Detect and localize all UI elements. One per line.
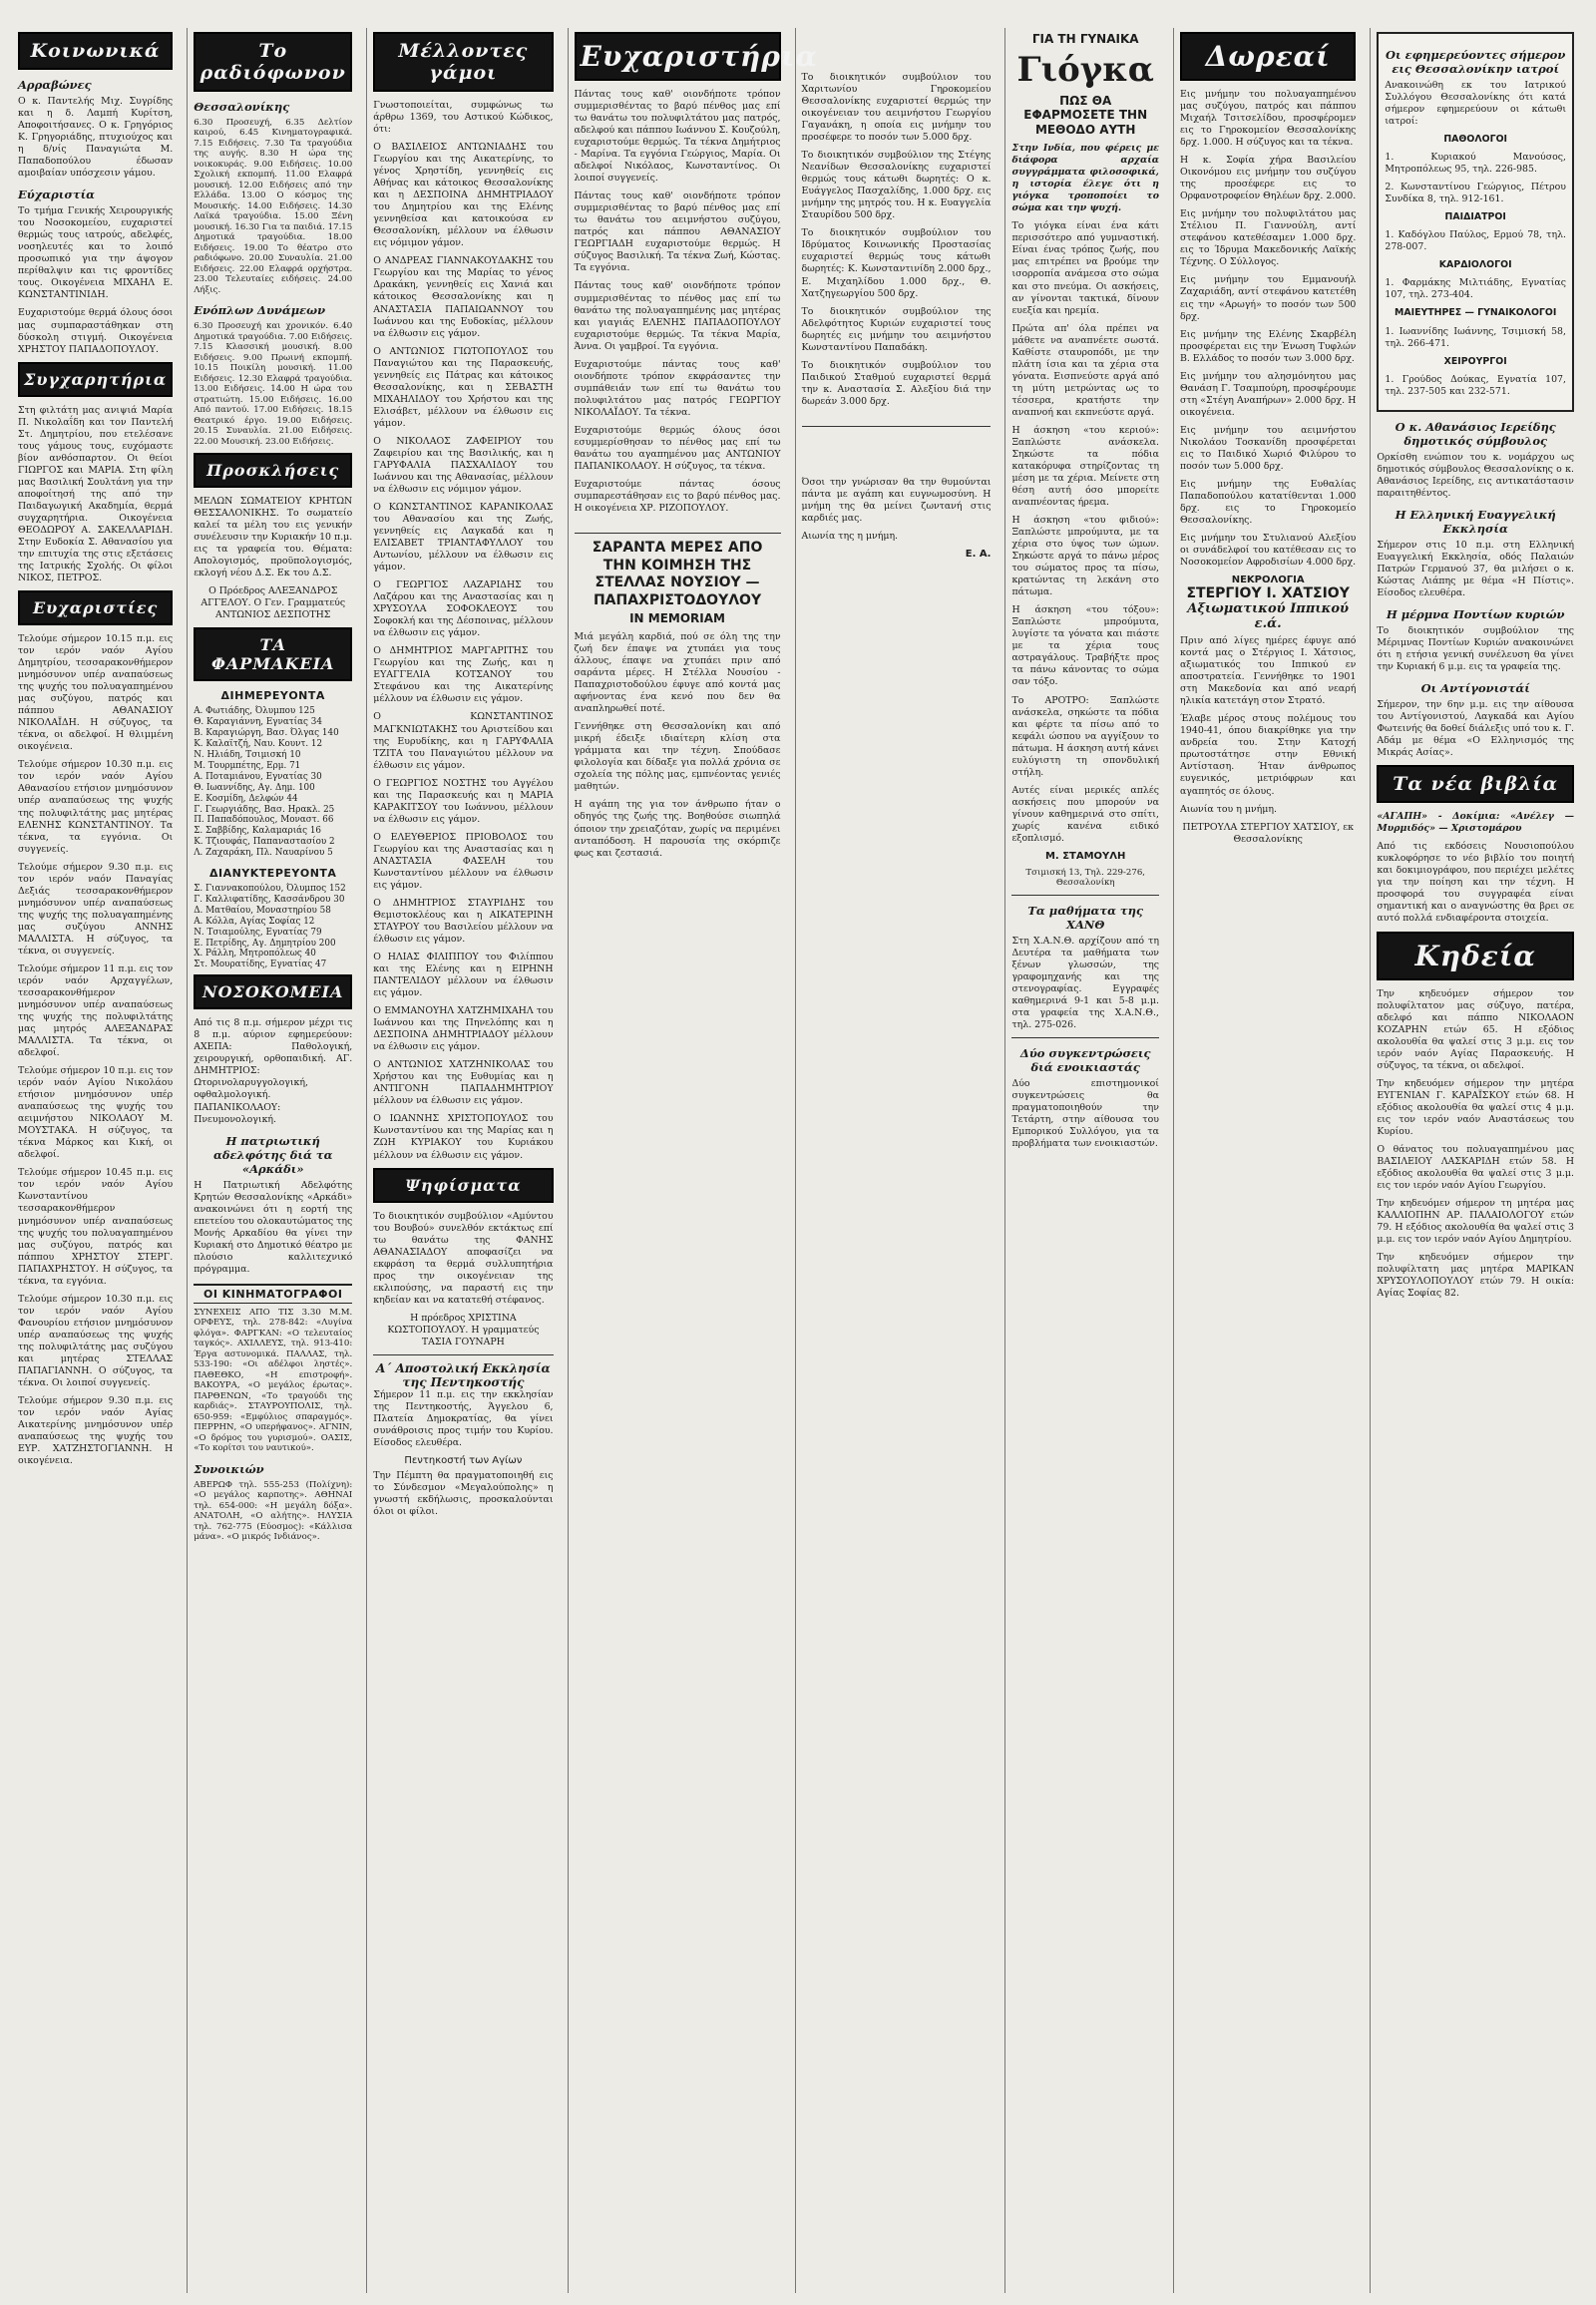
gift-text: Εις μνήμην της Ελένης Σκαρβέλη προσφέρεται εις την Ένωση Τυφλών Β. Ελλάδος το ποσόν των 3.000 δρχ. [1179,328,1357,364]
wedding-notice: Ο ΓΕΩΡΓΙΟΣ ΛΑΖΑΡΙΔΗΣ του Λαζάρου και της Αναστασίας και η ΧΡΥΣΟΥΛΑ ΣΟΦΟΚΛΕΟΥΣ του Σοφοκλή και της Δέσποινας, μέλλουν να έλθωσιν εις γάμον. [373,579,554,639]
wedding-notice: Ο ΔΗΜΗΤΡΙΟΣ ΜΑΡΓΑΡΙΤΗΣ του Γεωργίου και της Ζωής, και η ΕΥΑΓΓΕΛΙΑ ΚΟΤΣΑΝΟΥ του Στεφάνου και της Αικατερίνης μέλλουν να έλθωσιν εις γάμον. [373,645,554,705]
obituary-text: Αιωνία του η μνήμη. [1179,803,1277,815]
pharmacy-entry: Γ. Καλλιφατίδης, Κασσάνδρου 30 [194,894,345,905]
wedding-list [373,142,553,1161]
thanks-text: Ευχαριστούμε πάντας όσους συμπαρεστάθησαν εις το βαρύ πένθος μας. Η οικογένεια ΧΡ. ΡΙΖΟΠΟΥΛΟΥ. [574,478,781,514]
pharmacy-day-title: ΔΙΗΜΕΡΕΥΟΝΤΑ [220,689,325,703]
duty-doctor-entry: ΠΑΙΔΙΑΤΡΟΙ [1444,211,1506,223]
thanks-text: Ευχαριστούμε πάντας τους καθ' οιονδήποτε τρόπον εκφράσαντες την συμπάθειάν των επί τω θανάτω του πολυφιλτάτου μας πατρός ΓΕΩΡΓΙΟΥ ΝΙΚΟΛΑΪΔΟΥ. Τα τέκνα. [574,358,781,418]
gift-text: Εις μνήμην του αειμνήστου Νικολάου Τοσκανίδη προσφέρεται εις το Παιδικό Χωριό Φιλύρου το ποσόν των 5.000 δρχ. [1179,424,1357,472]
section-text: Ορκίσθη ενώπιον του κ. νομάρχου ως δημοτικός σύμβουλος Θεσσαλονίκης ο κ. Αθανάσιος Ιερείδης, εις αντικατάστασιν παραιτηθέντος. [1377,451,1574,499]
yoga-text: Πρώτα απ' όλα πρέπει να μάθετε να αναπνέετε σωστά. Καθίστε σταυροπόδι, με την πλάτη ίσια και τα χέρια στα γόνατα. Εισπνεύστε αργά από τη μύτη μετρώντας ως το τέσσερα, κρατήστε την αναπνοή και εκπνεύστε αργά. [1011,322,1159,418]
cinemas-text: ΑΒΕΡΩΦ τηλ. 555-253 (Πολίχνη): «Ο μεγάλος καρποτης». ΑΘΗΝΑΙ τηλ. 654-000: «Η μεγάλη δόξα». ΑΝΑΤΟΛΗ, «Ο αλήτης». ΗΛΥΣΙΑ τηλ. 762-775 (Εύοσμος): «Κάλλισα μάνα». «Ο μικρός Ινδιάνος». [194,1479,353,1543]
section-title: Η μέρμνα Ποντίων κυριών [1386,606,1565,621]
book-text: Από τις εκδόσεις Νουσιοπούλου κυκλοφόρησε το νέο βιβλίο του ποιητή και δοκιμιογράφου, που περιέχει μελέτες για την ποίηση και την τέχνη. Η προσφορά του συγγραφέα είναι σημαντική και ο αναγνώστης θα βρει σε αυτό πολλά ενδιαφέροντα στοιχεία. [1377,841,1574,925]
section-title: Τα μαθήματα της ΧΑΝΘ [1027,903,1144,932]
pharmacy-entry: Κ. Καλαϊτζή, Ναυ. Κουντ. 12 [194,739,323,750]
section-title: Αρραβώνες [18,78,92,92]
duty-doctor-entry: 1. Γρούδος Δούκας, Εγνατία 107, τηλ. 237-505 και 232-571. [1385,373,1566,397]
funeral-text: Ο θάνατος του πολυαγαπημένου μας ΒΑΣΙΛΕΙΟΥ ΛΑΣΚΑΡΙΔΗ ετών 58. Η εξόδιος ακολουθία θα ψαλεί στις 3 μ.μ. εις τον ιερόν ναόν Αγίου Γεωργίου. [1377,1143,1574,1191]
pharmacy-entry: Σ. Σαββίδης, Καλαμαριάς 16 [194,826,322,837]
pharmacy-entry: Γ. Γεωργιάδης, Βασ. Ηρακλ. 25 [194,804,335,815]
church-subtitle: Πεντηκοστή των Αγίων [404,1455,523,1467]
funeral-text: Την κηδευόμεν σήμερον την μητέρα ΕΥΓΕΝΙΑΝ Γ. ΚΑΡΑΪΣΚΟΥ ετών 68. Η εξόδιος ακολουθία θα ψαλεί στις 4 μ.μ. εις τον ιερόν ναόν Αναστάσεως του Κυρίου. [1377,1077,1574,1137]
gift-text: Εις μνήμην του Στυλιανού Αλεξίου οι συνάδελφοί του κατέθεσαν εις το Νοσοκομείον Αφροδισίων 4.000 δρχ. [1179,533,1357,569]
wedding-notice: Ο ΙΩΑΝΝΗΣ ΧΡΙΣΤΟΠΟΥΛΟΣ του Κωνσταντίνου και της Μαρίας και η ΖΩΗ ΚΥΡΙΑΚΟΥ του Κυριάκου μέλλουν να έλθωσιν εις γάμον. [373,1113,554,1161]
thanks-text: Ευχαριστούμε θερμώς όλους όσοι εσυμμερίσθησαν το πένθος μας επί τω θανάτω του αγαπημένου μας ΑΝΤΩΝΙΟΥ ΠΑΠΑΝΙΚΟΛΑΟΥ. Η σύζυγος, τα τέκνα. [574,424,781,472]
wedding-notice: Ο ΑΝΤΩΝΙΟΣ ΓΙΩΤΟΠΟΥΛΟΣ του Παναγιώτου και της Παρασκευής, γεννηθείς εις Πάτρας και κάτοικος Θεσσαλονίκης, και η ΣΕΒΑΣΤΗ ΜΙΧΑΗΛΙΔΟΥ του Χρήστου και της Ελισάβετ, μέλλουν να έλθωσιν εις γάμον. [373,345,554,429]
duty-doctor-entry: 1. Κυριακού Μανούσος, Μητροπόλεως 95, τηλ. 226-985. [1385,152,1566,176]
banner-memorials: Ευχαριστίες [18,590,173,625]
section-text: Το διοικητικόν συμβούλιον της Μέριμνας Ποντίων Κυριών ανακοινώνει ότι η ετήσια γενική συνέλευση θα γίνει την Κυριακή 6 μ.μ. εις τα γραφεία της. [1377,624,1574,673]
section-title: Εύχαριστία [18,188,96,202]
gift-text: Εις μνήμην του αλησμόνητου μας Θανάση Γ. Τσαμπούρη, προσφέρουμε στη «Στέγη Αναπήρων» 2.000 δρχ. Η οικογένεια. [1179,370,1357,418]
obituary-kicker: ΝΕΚΡΟΛΟΓΙΑ [1231,575,1305,586]
invitation-text: ΜΕΛΩΝ ΣΩΜΑΤΕΙΟΥ ΚΡΗΤΩΝ ΘΕΣΣΑΛΟΝΙΚΗΣ. Το σωματείο καλεί τα μέλη του εις γενικήν συνέλευσιν την Κυριακήν 10 π.μ. εις τα γραφεία του. Θέματα: Απολογισμός, προϋπολογισμός, εκλογή νέου Δ.Σ. Εκ του Δ.Σ. [194,496,353,579]
memorial-text: Τελούμε σήμερον 10.30 π.μ. εις τον ιερόν ναόν Αγίου Φανουρίου ετήσιον μνημόσυνον υπέρ αναπαύσεως της ψυχής της πολυφιλτάτης μας συζύγου και μητέρας ΣΤΕΛΛΑΣ ΠΑΠΑΓΙΑΝΝΗ. Ο σύζυγος, τα τέκνα. Οι λοιποί συγγενείς. [18,1293,174,1388]
memorial-text: Τελούμε σήμερον 10.45 π.μ. εις τον ιερόν ναόν Αγίου Κωνσταντίνου τεσσαρακονθήμερον μνημόσυνον υπέρ αναπαύσεως της ψυχής του πολυαγαπημένου μας συζύγου, πατρός και πάππου ΧΡΗΣΤΟΥ ΣΤΕΡΓ. ΠΑΠΑΧΡΗΣΤΟΥ. Η σύζυγος, τα τέκνα, τα εγγόνια. [18,1167,174,1287]
divider [1011,895,1159,896]
wedding-notice: Ο ΝΙΚΟΛΑΟΣ ΖΑΦΕΙΡΙΟΥ του Ζαφειρίου και της Βασιλικής, και η ΓΑΡΥΦΑΛΙΑ ΠΑΣΧΑΛΙΔΟΥ του Ιωάννου και της Αθανασίας, μέλλουν να έλθωσιν εις νόμιμον γάμον. [373,435,554,495]
columns [12,28,1580,2293]
memoriam-title: ΣΑΡΑΝΤΑ ΜΕΡΕΣ ΑΠΟ ΤΗΝ ΚΟΙΜΗΣΗ ΤΗΣ ΣΤΕΛΛΑΣ ΝΟΥΣΙΟΥ — ΠΑΠΑΧΡΙΣΤΟΔΟΥΛΟΥ [592,540,763,608]
radio-station-title: Ενόπλων Δυνάμεων [194,303,326,318]
banner-gifts: Δωρεαί [1180,32,1356,81]
thanks-text: Πάντας τους καθ' οιονδήποτε τρόπον συμμερισθέντας το βαρύ πένθος μας επί τω θανάτω του πολυφιλτάτου μας πατρός, αδελφού και πάππου Ιωάννου Σ. Κουζούλη, ευχαριστούμε θερμώς. Τα τέκνα Δημήτριος - Μαρίνα. Τα εγγόνια Γεώργιος, Μαρία. Οι αδελφοί Νικόλαος, Κωνσταντίνος. Οι λοιποί συγγενείς. [574,89,781,185]
resolution-text: Το διοικητικόν συμβούλιον «Αμύντου του Βουβού» συνελθόν εκτάκτως επί τω θανάτω της ΦΑΝΗΣ ΑΘΑΝΑΣΙΑΔΟΥ αποφασίζει να εκφράση τα θερμά συλλυπητήρια προς την οικογένειαν της εκλιπούσης, να παραστή εις την κηδείαν και να κατατεθή στέφανος. [373,1210,554,1306]
divider [575,533,781,534]
divider [1011,1037,1159,1038]
memorial-text: Τελούμε σήμερον 9.30 π.μ. εις τον ιερόν ναόν Παναγίας Δεξιάς τεσσαρακονθήμερον μνημόσυνον υπέρ αναπαύσεως της ψυχής της πολυαγαπημένης μας συζύγου ΑΝΝΗΣ ΜΑΛΛΙΣΤΑ. Η σύζυγος, τα τέκνα, οι συγγενείς. [18,861,174,957]
pharmacy-entry: Β. Καραγιώργη, Βασ. Όλγας 140 [194,728,339,739]
wedding-notice: Ο ΕΛΕΥΘΕΡΙΟΣ ΠΡΙΟΒΟΛΟΣ του Γεωργίου και της Αναστασίας και η ΑΝΑΣΤΑΣΙΑ ΦΑΣΕΛΗ του Κωνσταντίνου μέλλουν να έλθωσιν εις γάμον. [373,831,554,891]
banner-invitations: Προσκλήσεις [194,453,352,488]
pharmacy-entry: Δ. Ματθαίου, Μοναστηρίου 58 [194,905,331,916]
pharmacy-entry: Α. Ποταμιάνου, Εγνατίας 30 [194,771,322,782]
banner-new-books: Τα νέα βιβλία [1377,765,1574,803]
book-title: «ΑΓΑΠΗ» - Δοκίμια: «Ανέλεγ — Μυρμιδός» — Χριστομάρου [1377,811,1574,835]
yoga-kicker: ΓΙΑ ΤΗ ΓΥΝΑΙΚΑ [1031,32,1139,46]
yoga-text: Η άσκηση «του φιδιού»: Ξαπλώστε μπρούμυτα, με τα χέρια στο ύψος των ώμων. Σηκώστε αργά το πάνω μέρος του σώματος προς τα πίσω, κρατώντας τη λεκάνη στο πάτωμα. [1011,515,1159,598]
duty-doctor-entry: 2. Κωνσταντίνου Γεώργιος, Πέτρου Συνδίκα 8, τηλ. 912-161. [1385,182,1566,205]
yoga-text: Αυτές είναι μερικές απλές ασκήσεις που μπορούν να γίνουν καθημερινά στο σπίτι, χωρίς κανένα ειδικό εξοπλισμό. [1011,784,1159,844]
pharmacy-entry: Π. Παπαδόπουλος, Μοναστ. 66 [194,815,334,826]
column-donations-list [795,28,998,2293]
obituary-text: Πριν από λίγες ημέρες έφυγε από κοντά μας ο Στέργιος Ι. Χάτσιος, αξιωματικός του Ιππικού εν αποστρατεία. Γεννήθηκε το 1901 στη Μακεδονία και από νεαρή ηλικία κατετάγη στον Στρατό. [1179,635,1357,707]
section-text: Σήμερον, την 6ην μ.μ. εις την αίθουσα του Αντίγονιστού, Λαγκαδά και Αγίου Φωτεινής θα δοθεί διάλεξις υπό του κ. Γ. Αδάμ με θέμα «Ο Ελληνισμός της Μικράς Ασίας». [1377,699,1574,759]
obituary-text: Έλαβε μέρος στους πολέμους του 1940-41, όπου διακρίθηκε για την ανδρεία του. Στην Κατοχή πρωτοστάτησε στην Εθνική Αντίσταση. Ήταν άνθρωπος ευγενικός, μετριόφρων και αγαπητός σε όλους. [1179,713,1357,797]
yoga-title: Γιόγκα [1016,50,1154,90]
pharmacy-entry: Θ. Ιωαννίδης, Αγ. Δημ. 100 [194,782,315,793]
section-title: Η πατριωτική αδελφότης διά τα «Αρκάδι» [213,1133,333,1176]
banner-resolutions: Ψηφίσματα [373,1168,553,1203]
duty-doctors-box [1377,32,1574,412]
pharmacy-entry: Α. Κόλλα, Αγίας Σοφίας 12 [194,916,315,927]
thanks-text: Το τμήμα Γενικής Χειρουργικής του Νοσοκομείου, ευχαριστεί θερμώς τους ιατρούς, αδελφές, νοσηλευτές και το λοιπό προσωπικό για την άψογον περίθαλψιν και τις φροντίδες τους. Οικογένεια ΜΙΧΑΗΛ Ε. ΚΩΝΣΤΑΝΤΙΝΙΔΗ. [18,205,174,301]
pharmacy-entry: Ν. Ηλιάδη, Τσιμισκή 10 [194,749,301,760]
pharmacy-entry: Ε. Πετρίδης, Αγ. Δημητρίου 200 [194,938,336,949]
cinemas-title: ΟΙ ΚΙΝΗΜΑΤΟΓΡΑΦΟΙ [194,1284,352,1304]
wedding-notice: Ο ΚΩΝΣΤΑΝΤΙΝΟΣ ΜΑΓΚΝΙΩΤΑΚΗΣ του Αριστείδου και της Ευρυδίκης, και η ΓΑΡΥΦΑΛΙΑ ΤΖΙΤΑ του Παναγιώτου μέλλουν να έλθωσιν εις γάμον. [373,711,554,771]
thanks-text: Πάντας τους καθ' οιονδήποτε τρόπον συμμερισθέντας το πένθος μας επί τω θανάτω της πολυαγαπημένης μας μητέρας και γιαγιάς ΕΛΕΝΗΣ ΠΑΠΑΔΟΠΟΥΛΟΥ ευχαριστούμε θερμώς. Τα τέκνα Μαρία, Άννα. Οι γαμβροί. Τα εγγόνια. [574,280,781,352]
duty-doctor-entry: 1. Φαρμάκης Μιλτιάδης, Εγνατίας 107, τηλ. 273-404. [1385,277,1566,301]
duty-doctors-intro: Ανακοινώθη εκ του Ιατρικού Συλλόγου Θεσσαλονίκης ότι κατά σήμερον εφημερεύουν οι κάτωθι ιατροί: [1385,80,1566,128]
radio-station-title: Θεσσαλονίκης [194,100,290,114]
engagement-text: Ο κ. Παντελής Μιχ. Συγρίδης και η δ. Λαμπή Κυρίτση, Αποφοιτήσανες. Ο κ. Γρηγόριος Κ. Γρηγοριάδης, πτυχιούχος και η δ/νίς Παναγιώτα Μ. Παπαδοπούλου έδωσαν αμοιβαίαν υπόσχεσιν γάμου. [18,96,174,180]
memoriam-text: Αιωνία της η μνήμη. [801,530,899,542]
duty-doctor-entry: ΚΑΡΔΙΟΛΟΓΟΙ [1438,259,1512,271]
pharmacy-entry: Σ. Γιαννακοπούλου, Όλυμπος 152 [194,884,346,895]
weddings-intro: Γνωστοποιείται, συμφώνως τω άρθρω 1369, του Αστικού Κώδικος, ότι: [373,100,554,136]
memoriam-text: Η αγάπη της για τον άνθρωπο ήταν ο οδηγός της ζωής της. Βοηθούσε σιωπηλά όποιον την χρειαζόταν, χωρίς να περιμένει ανταπόδοση. Η παρουσία της σκόρπιζε φως και ζεστασιά. [574,799,781,859]
wedding-notice: Ο ΑΝΤΩΝΙΟΣ ΧΑΤΖΗΝΙΚΟΛΑΣ του Χρήστου και της Ευθυμίας και η ΑΝΤΙΓΟΝΗ ΠΑΠΑΔΗΜΗΤΡΙΟΥ μέλλουν να έλθωσιν εις γάμον. [373,1059,554,1107]
funeral-text: Την κηδευόμεν σήμερον τον πολυφίλτατον μας σύζυγο, πατέρα, αδελφό και πάππο ΝΙΚΟΛΑΟΝ ΚΟΖΑΡΗΝ ετών 65. Η εξόδιος ακολουθία θα ψαλεί στις 3 μ.μ. εις τον ιερόν ναόν Αγίας Παρασκευής. Η σύζυγος, τα τέκνα, οι αδελφοί. [1377,987,1574,1071]
memoriam-subtitle: IN MEMORIAM [629,611,725,626]
divider [802,426,992,427]
radio-schedule: 6.30 Προσευχή και χρονικόν. 6.40 Δημοτικά τραγούδια. 7.00 Ειδήσεις. 7.15 Κλασσική μουσική. 8.00 Ειδήσεις. 9.00 Πρωινή εκπομπή. 10.15 Ποικίλη μουσική. 11.00 Ειδήσεις. 12.30 Ελαφρά τραγούδια. 13.00 Ειδήσεις. 14.00 Η ώρα του στρατιώτη. 15.00 Ειδήσεις. 16.00 Από παντού. 17.00 Ειδήσεις. 18.15 Θεατρικό έργο. 19.00 Ειδήσεις. 20.15 Συναυλία. 21.00 Ειδήσεις. 22.00 Μουσική. 23.00 Ειδήσεις. [194,321,353,447]
obituary-subtitle: Αξιωματικού Ιππικού ε.ά. [1187,601,1350,632]
yoga-text: Η άσκηση «του τόξου»: Ξαπλώστε μπρούμυτα, λυγίστε τα γόνατα και πιάστε με τα χέρια τους αστραγάλους. Τραβήξτε προς τα πάνω κάνοντας το σώμα σαν τόξο. [1011,604,1159,688]
section-text: Η Πατριωτική Αδελφότης Κρητών Θεσσαλονίκης «Αρκάδι» ανακοινώνει ότι η εορτή της επετείου του ολοκαυτώματος της Μονής Αρκαδίου θα γίνει την Κυριακή στο Δημοτικό θέατρο με πλούσιο καλλιτεχνικό πρόγραμμα. [194,1179,353,1275]
section-title: Ο κ. Αθανάσιος Ιερείδης δημοτικός σύμβουλος [1395,419,1556,448]
banner-weddings: Μέλλοντες γάμοι [373,32,553,92]
donation-text: Το διοικητικόν συμβούλιον του Χαριτωνίου Γηροκομείου Θεσσαλονίκης ευχαριστεί θερμώς την οικογένειαν του αειμνήστου Γεωργίου Γαγανάκη, η οποία εις μνήμην του προσέφερε το ποσόν των 5.000 δρχ. [801,72,992,144]
section-text: Σήμερον στις 10 π.μ. στη Ελληνική Ευαγγελική Εκκλησία, οδός Παλαιών Πατρών Γερμανού 37, θα μιλήσει ο κ. Κώστας Λιάπης με θέμα «Η Πίστις». Είσοδος ελευθέρα. [1377,539,1574,598]
banner-koinonika: Κοινωνικά [18,32,173,70]
gift-text: Η κ. Σοφία χήρα Βασιλείου Οικονόμου εις μνήμην του συζύγου της προσέφερε εις το Ορφανοτροφείον Θηλέων δρχ. 2.000. [1179,155,1357,202]
pharmacy-entry: Χ. Ράλλη, Μητροπόλεως 40 [194,949,316,960]
gift-text: Εις μνήμην του πολυαγαπημένου μας συζύγου, πατρός και πάππου Μιχαήλ Τσιτσελίδου, προσφέρομεν εις το Γηροκομείον Θεσσαλονίκης δρχ. 1.000. Η σύζυγος και τα τέκνα. [1179,89,1357,149]
donation-text: Το διοικητικόν συμβούλιον του Ιδρύματος Κοινωνικής Προστασίας ευχαριστεί θερμώς τους κάτωθι δωρητές: Κ. Κωνσταντινίδη 2.000 δρχ., Ε. Μιχαηλίδου 1.000 δρχ., Θ. Χατζηγεωργίου 500 δρχ. [801,227,992,299]
yoga-author: Μ. ΣΤΑΜΟΥΛΗ [1044,850,1126,862]
invitation-signature: Ο Πρόεδρος ΑΛΕΞΑΝΔΡΟΣ ΑΓΓΕΛΟΥ. Ο Γεν. Γραμματεύς ΑΝΤΩΝΙΟΣ ΔΕΣΠΟΤΗΣ [200,585,346,621]
hospital-text: Από τις 8 π.μ. σήμερον μέχρι τις 8 π.μ. αύριον εφημερεύουν: ΑΧΕΠΑ: Παθολογική, χειρουργική, ορθοπαιδική. ΑΓ. ΔΗΜΗΤΡΙΟΣ: Ωτορινολαρυγγολογική, οφθαλμολογική. ΠΑΠΑΝΙΚΟΛΑΟΥ: Πνευμονολογική. [194,1017,353,1125]
column-gifts [1173,28,1362,2293]
donation-text: Το διοικητικόν συμβούλιον του Παιδικού Σταθμού ευχαριστεί θερμά την κ. Αναστασία Σ. Αλεξίου διά την δωρεάν 3.000 δρχ. [801,359,992,407]
banner-congratulations: Συγχαρητήρια [18,362,173,397]
column-thanks [568,28,818,2293]
funeral-text: Την κηδευόμεν σήμερον την πολυφίλτατη μας μητέρα ΜΑΡΙΚΑΝ ΧΡΥΣΟΥΛΟΠΟΥΛΟΥ ετών 79. Η οικία: Αγίας Σοφίας 82. [1377,1252,1574,1300]
wedding-notice: Ο ΕΜΜΑΝΟΥΗΛ ΧΑΤΖΗΜΙΧΑΗΛ του Ιωάννου και της Πηνελόπης και η ΔΕΣΠΟΙΝΑ ΔΗΜΗΤΡΙΑΔΟΥ μέλλουν να έλθωσιν εις γάμον. [373,1005,554,1053]
yoga-subtitle: ΠΩΣ ΘΑ ΕΦΑΡΜΟΣΕΤΕ ΤΗΝ ΜΕΘΟΔΟ ΑΥΤΗ [1023,94,1148,137]
pharmacy-entry: Λ. Ζαχαράκη, Πλ. Ναυαρίνου 5 [194,848,333,859]
thanks-text: Ευχαριστούμε θερμά όλους όσοι μας συμπαραστάθηκαν στη δύσκολη στιγμή. Οικογένεια ΧΡΗΣΤΟΥ ΠΑΠΑΔΟΠΟΥΛΟΥ. [18,307,174,355]
congrats-text: Στη φιλτάτη μας ανιψιά Μαρία Π. Νικολαΐδη και τον Παντελή Στ. Δημητρίου, που ετελέσανε τους γάμους τους, ευχόμαστε βίον ανθόσπαρτον. Οι θείοι ΓΙΩΡΓΟΣ και ΜΑΡΙΑ. Στη φίλη μας Βασιλική Σουλτάνη για την αποφοίτησή της από την Παιδαγωγική Ακαδημία, θερμά συγχαρητήρια. Οικογένεια ΘΕΟΔΩΡΟΥ Α. ΣΑΚΕΛΛΑΡΙΔΗ. Στην Ευδοκία Σ. Αθανασίου για την επιτυχία της στις εξετάσεις της Ιατρικής Σχολής. Οι φίλοι ΝΙΚΟΣ, ΠΕΤΡΟΣ. [18,404,174,584]
funeral-text: Την κηδευόμεν σήμερον τη μητέρα μας ΚΑΛΛΙΟΠΗΝ ΑΡ. ΠΑΛΑΙΟΛΟΓΟΥ ετών 79. Η εξόδιος ακολουθία θα ψαλεί στις 3 μ.μ. εις τον ιερόν ναόν Αγίου Δημητρίου. [1377,1198,1574,1246]
column-social [12,28,179,2293]
pharmacy-entry: Ε. Κοσμίδη, Δελφών 44 [194,793,298,804]
column-weddings [366,28,559,2293]
yoga-author-address: Τσιμισκή 13, Τηλ. 229-276, Θεσσαλονίκη [1025,867,1146,889]
church-text: Σήμερον 11 π.μ. εις την εκκλησίαν της Πεντηκοστής, Άγγελου 6, Πλατεία Δημοκρατίας, θα γίνει συνάθροισις προς τιμήν του Κυρίου. Είσοδος ελευθέρα. [373,1388,554,1448]
obituary-signature: ΠΕΤΡΟΥΛΑ ΣΤΕΡΓΙΟΥ ΧΑΤΣΙΟΥ, εκ Θεσσαλονίκης [1182,821,1354,845]
section-text: Στη Χ.Α.Ν.Θ. αρχίζουν από τη Δευτέρα τα μαθήματα των ξένων γλωσσών, της γραφομηχανής και της στενογραφίας. Εγγραφές καθημερινά 9-1 και 5-8 μ.μ. στα γραφεία της Χ.Α.Ν.Θ., τηλ. 275-026. [1011,935,1159,1031]
duty-doctor-entry: 1. Ιωαννίδης Ιωάννης, Τσιμισκή 58, τηλ. 266-471. [1385,325,1566,349]
pharmacy-entry: Θ. Καραγιάννη, Εγνατίας 34 [194,717,322,728]
gift-text: Εις μνήμην του πολυφιλτάτου μας Στέλιου Π. Γιαννούλη, αντί στεφάνου κατεθέσαμεν 1.000 δρχ. εις το Ίδρυμα Μακεδονικής Λαϊκής Τέχνης. Ο Σύλλογος. [1179,208,1357,268]
section-title: Οι Αντίγονιστάί [1420,681,1530,696]
cinemas-text: ΣΥΝΕΧΕΙΣ ΑΠΟ ΤΙΣ 3.30 Μ.Μ. ΟΡΦΕΥΣ, τηλ. 278-842: «Λυγίνα φλόγα». ΦΑΡΓΚΑΝ: «Ο τελευταίος ταγκός». ΑΧΙΛΛΕΥΣ, τηλ. 913-410: Έργα αστυνομικά. ΠΑΛΛΑΣ, τηλ. 533-190: «Οι αδέλφοι ληστές». ΠΑΘΕΘΚΟ, «Η επιστροφή». ΒΑΚΟΥΡΑ, «Ο μεγάλος έρωτας». ΠΑΡΘΕΝΩΝ, «Το τραγούδι της καρδιάς». ΣΤΑΥΡΟΥΠΟΛΙΣ, τηλ. 650-959: «Εμφύλιος σπαραγμός». ΠΕΡΡΗΝ, «Ο υπερήφανος». ΑΓΝΙΝ, «Ο δρόμος του γυρισμού». ΟΑΣΙΣ, «Το κορίτσι του ναυτικού». [194,1307,353,1454]
section-title: Η Ελληνική Ευαγγελική Εκκλησία [1395,507,1556,536]
banner-funerals: Κηδεία [1377,932,1574,980]
wedding-notice: Ο ΔΗΜΗΤΡΙΟΣ ΣΤΑΥΡΙΔΗΣ του Θεμιστοκλέους και η ΑΙΚΑΤΕΡΙΝΗ ΣΤΑΥΡΟΥ του Βασιλείου μέλλουν να έλθωσιν εις γάμον. [373,897,554,945]
pharmacy-day-list [194,706,352,859]
memorial-text: Τελούμε σήμερον 9.30 π.μ. εις τον ιερόν ναόν Αγίας Αικατερίνης μνημόσυνον υπέρ αναπαύσεως της ψυχής του ΕΥΡ. ΧΑΤΖΗΣΤΟΓΙΑΝΝΗ. Η οικογένεια. [18,1394,174,1467]
pharmacy-entry: Α. Φωτιάδης, Όλυμπου 125 [194,706,315,717]
memorial-text: Τελούμε σήμερον 10.30 π.μ. εις τον ιερόν ναόν Αγίου Αθανασίου ετήσιον μνημόσυνον υπέρ αναπαύσεως της ψυχής της πολυφιλτάτης μας μητέρας ΕΛΕΝΗΣ ΚΩΝΣΤΑΝΤΙΝΟΥ. Τα τέκνα, τα εγγόνια. Οι συγγενείς. [18,759,174,855]
pharmacy-entry: Στ. Μουρατίδης, Εγνατίας 47 [194,960,327,970]
gift-text: Εις μνήμην του Εμμανουήλ Ζαχαριάδη, αντί στεφάνου κατετέθη εις την «Αρωγή» το ποσόν των 500 δρχ. [1179,274,1357,322]
thanks-text: Πάντας τους καθ' οιονδήποτε τρόπον συμμερισθέντας το βαρύ πένθος μας επί τω θανάτω του αειμνήστου συζύγου, πατρός και πάππου ΑΘΑΝΑΣΙΟΥ ΓΕΩΡΓΙΑΔΗ ευχαριστούμε θερμώς. Η σύζυγος Βασιλική. Τα τέκνα Ζωή, Κώστας. Τα εγγόνια. [574,191,781,274]
section-text: Δύο επιστημονικοί συγκεντρώσεις θα πραγματοποιηθούν την Τετάρτη, στην αίθουσα του Εμπορικού Συλλόγου, για τα προβλήματα των ενοικιαστών. [1011,1078,1159,1150]
wedding-notice: Ο ΑΝΔΡΕΑΣ ΓΙΑΝΝΑΚΟΥΔΑΚΗΣ του Γεωργίου και της Μαρίας το γένος Δρακάκη, γεννηθείς εις Χανιά και κάτοικος Θεσσαλονίκης και η ΑΝΑΣΤΑΣΙΑ ΠΑΠΑΙΩΑΝΝΟΥ του Ιωάννου και της Ευδοκίας, μέλλουν να έλθωσιν εις γάμον. [373,255,554,339]
section-title: Δύο συγκεντρώσεις διά ενοικιαστάς [1019,1046,1151,1075]
banner-radio: Το ραδιόφωνον [194,32,352,92]
memoriam-text: Όσοι την γνώρισαν θα την θυμούνται πάντα με αγάπη και ευγνωμοσύνη. Η μνήμη της θα μείνει ζωντανή στις καρδιές μας. [801,476,992,524]
wedding-notice: Ο ΓΕΩΡΓΙΟΣ ΝΟΣΤΗΣ του Αγγέλου και της Παρασκευής και η ΜΑΡΙΑ ΚΑΡΑΚΙΤΣΟΥ του Ιωάννου, μέλλουν να έλθωσιν εις γάμον. [373,777,554,825]
wedding-notice: Ο ΗΛΙΑΣ ΦΙΛΙΠΠΟΥ του Φιλίππου και της Ελένης και η ΕΙΡΗΝΗ ΠΑΝΤΕΛΙΔΟΥ μέλλουν να έλθωσιν εις γάμον. [373,952,554,999]
column-radio [187,28,358,2293]
duty-doctor-entry: ΠΑΘΟΛΟΓΟΙ [1443,134,1508,146]
section-title: Συνοικιών [194,1461,264,1476]
banner-thanks: Ευχαριστήρια [575,32,781,81]
obituary-name: ΣΤΕΡΓΙΟΥ Ι. ΧΑΤΣΙΟΥ [1186,585,1350,602]
pharmacy-night-list [194,884,352,970]
pharmacy-night-title: ΔΙΑΝΥΚΤΕΡΕΥΟΝΤΑ [208,867,337,881]
yoga-text: Το γιόγκα είναι ένα κάτι περισσότερο από γυμναστική. Είναι ένας τρόπος ζωής, που μας επιτρέπει να βρούμε την ισορροπία ανάμεσα στο σώμα και στο πνεύμα. Οι ασκήσεις, αν γίνονται τακτικά, δίνουν ευεξία και ηρεμία. [1011,220,1159,316]
banner-pharmacies: ΤΑ ΦΑΡΜΑΚΕΙΑ [194,627,352,681]
banner-hospitals: ΝΟΣΟΚΟΜΕΙΑ [194,974,352,1009]
pharmacy-entry: Κ. Τζιουφάς, Παπαναστασίου 2 [194,837,335,848]
duty-doctor-entry: ΧΕΙΡΟΥΡΓΟΙ [1443,355,1507,367]
memoriam-signature: Ε. Α. [965,548,992,560]
gift-text: Εις μνήμην της Ευθαλίας Παπαδοπούλου κατατίθενται 1.000 δρχ. εις το Γηροκομείο Θεσσαλονίκης. [1179,478,1357,526]
donation-text: Το διοικητικόν συμβούλιον της Αδελφότητος Κυριών ευχαριστεί τους δωρητές εις μνήμην του αειμνήστου Κωνσταντίνου Παπαδάκη. [801,305,992,353]
resolution-signature: Η πρόεδρος ΧΡΙΣΤΙΝΑ ΚΩΣΤΟΠΟΥΛΟΥ. Η γραμματεύς ΤΑΣΙΑ ΓΟΥΝΑΡΗ [387,1312,540,1347]
wedding-notice: Ο ΚΩΝΣΤΑΝΤΙΝΟΣ ΚΑΡΑΝΙΚΟΛΑΣ του Αθανασίου και της Ζωής, γεννηθείς εις Λαγκαδά και η ΕΛΙΣΑΒΕΤ ΤΡΙΑΝΤΑΦΥΛΛΟΥ του Αντωνίου, μέλλουν να έλθωσιν εις γάμον. [373,501,554,574]
memorial-text: Τελούμε σήμερον 10.15 π.μ. εις τον ιερόν ναόν Αγίου Δημητρίου, τεσσαρακονθήμερον μνημόσυνον υπέρ αναπαύσεως της ψυχής του πολυαγαπημένου μας συζύγου, πατρός και πάππου ΑΘΑΝΑΣΙΟΥ ΝΙΚΟΛΑΪΔΗ. Η σύζυγος, τα τέκνα, οι αδελφοί. Η θλιμμένη οικογένεια. [18,633,174,753]
yoga-lead: Στην Ινδία, που φέρεις με διάφορα αρχαία συγγράμματα φιλοσοφικά, η ιστορία έλεγε ότι η γιόγκα τροποποίει το σώμα και την ψυχή. [1011,143,1159,214]
yoga-text: Το ΑΡΟΤΡΟ: Ξαπλώστε ανάσκελα, σηκώστε τα πόδια και φέρτε τα πίσω από το κεφάλι ώσπου να αγγίξουν το πάτωμα. Η άσκηση αυτή κάνει ευλύγιστη τη σπονδυλική στήλη. [1011,694,1159,778]
pharmacy-entry: Μ. Τουρμπέτης, Ερμ. 71 [194,760,301,771]
memorial-text: Τελούμε σήμερον 11 π.μ. εις τον ιερόν ναόν Αρχαγγέλων, τεσσαρακονθήμερον μνημόσυνον υπέρ αναπαύσεως της ψυχής της πολυφιλτάτης μας μητρός ΑΛΕΞΑΝΔΡΑΣ ΜΑΛΛΙΣΤΑ. Τα τέκνα, οι αδελφοί. [18,962,174,1059]
duty-doctor-entry: 1. Καδόγλου Παύλος, Ερμού 78, τηλ. 278-007. [1385,229,1566,253]
pharmacy-entry: Ν. Τσιαμούλης, Εγνατίας 79 [194,927,322,938]
memorial-text: Τελούμε σήμερον 10 π.μ. εις τον ιερόν ναόν Αγίου Νικολάου ετήσιον μνημόσυνον υπέρ αναπαύσεως της ψυχής του αειμνήστου ΝΙΚΟΛΑΟΥ Μ. ΜΟΥΣΤΑΚΑ. Η σύζυγος, τα τέκνα Μάρκος και Κική, οι αδελφοί. [18,1065,174,1161]
divider [373,1354,553,1355]
duty-doctors-title: Οι εφημερεύοντες σήμερον εις Θεσσαλονίκην ιατροί [1386,48,1566,76]
memoriam-text: Μιά μεγάλη καρδιά, πού σε όλη της την ζωή δεν έπαψε να χτυπάει για τους άλλους, έπαψε να χτυπάει πριν από σαράντα μέρες. Η Στέλλα Νουσίου - Παπαχριστοδούλου έφυγε από κοντά μας αφήνοντας ένα κενό που δεν θα αναπληρωθεί ποτέ. [574,631,781,715]
column-yoga [1004,28,1165,2293]
duty-doctors-list [1385,134,1566,398]
memoriam-text: Γεννήθηκε στη Θεσσαλονίκη και από μικρή έδειξε ιδιαίτερη κλίση στα γράμματα και την τέχνη. Σπούδασε φιλολογία και δίδαξε για πολλά χρόνια σε σχολεία της πόλης μας, εμπνέοντας γενιές μαθητών. [574,721,781,793]
yoga-text: Η άσκηση «του κεριού»: Ξαπλώστε ανάσκελα. Σηκώστε τα πόδια κατακόρυφα στηρίζοντας τη μέση με τα χέρια. Μείνετε στη θέση αυτή όσο μπορείτε αναπνέοντας ήρεμα. [1011,424,1159,509]
column-doctors-books [1370,28,1580,2293]
wedding-notice: Ο ΒΑΣΙΛΕΙΟΣ ΑΝΤΩΝΙΑΔΗΣ του Γεωργίου και της Αικατερίνης, το γένος Χρηστίδη, γεννηθείς εις Αθήνας και κάτοικος Θεσσαλονίκης και η ΔΕΣΠΟΙΝΑ ΔΗΜΗΤΡΙΑΔΟΥ του Δημητρίου και της Ελένης γεννηθείσα και κατοικούσα εν Θεσσαλονίκη, μέλλουν να έλθωσιν εις νόμιμον γάμον. [373,142,554,249]
church-text: Την Πέμπτη θα πραγματοποιηθή εις το Σύνδεσμον «Μεγαλούπολης» η γνωστή εκδήλωσις, προσκαλούνται όλοι οι φίλοι. [373,1470,554,1518]
duty-doctor-entry: ΜΑΙΕΥΤΗΡΕΣ — ΓΥΝΑΙΚΟΛΟΓΟΙ [1395,307,1557,319]
donation-text: Το διοικητικόν συμβούλιον της Στέγης Νεανίδων Θεσσαλονίκης ευχαριστεί θερμώς τους κάτωθι δωρητές: Ο κ. Ευάγγελος Πασχαλίδης, 1.000 δρχ. εις μνήμην της μητρός του. Η κ. Ευαγγελία Σταυρίδου 500 δρχ. [801,150,992,221]
church-title: Α΄ Αποστολική Εκκλησία της Πεντηκοστής [375,1360,551,1389]
radio-schedule: 6.30 Προσευχή, 6.35 Δελτίον καιρού, 6.45 Κινηματογραφικά. 7.15 Ειδήσεις. 7.30 Τα τραγούδια της αυγής. 8.30 Η ώρα της νοικοκυράς. 9.00 Ειδήσεις. 10.00 Σχολική εκπομπή. 11.00 Ελαφρά μουσική. 12.00 Ειδήσεις από την Ελλάδα. 13.00 Ο κόσμος της Μουσικής. 14.00 Ειδήσεις. 14.30 Λαϊκά τραγούδια. 15.00 Ξένη μουσική. 16.30 Για τα παιδιά. 17.15 Δημοτικά τραγούδια. 18.00 Ειδήσεις. 19.00 Το θέατρο στο ραδιόφωνο. 20.00 Συναυλία. 21.00 Ειδήσεις. 22.00 Ελαφρά ορχήστρα. 23.00 Τελευταίες ειδήσεις. 24.00 Λήξις. [194,118,353,295]
